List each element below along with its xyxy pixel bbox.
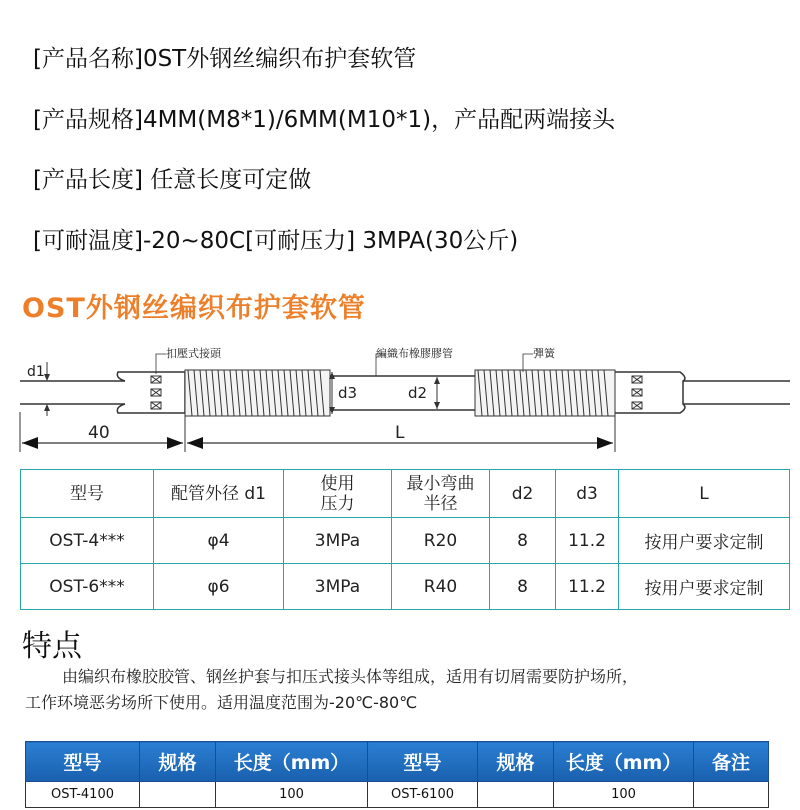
model-table [25,741,769,808]
spec-name: [产品名称]0ST外钢丝编织布护套软管 [33,46,417,72]
header-cell: 规格 [140,742,216,782]
cell-radius: R40 [392,564,490,610]
label-fitting: 扣壓式接頭 [166,347,221,360]
right-spring [475,370,615,416]
features-line-1: 由编织布橡胶胶管、钢丝护套与扣压式接头体等组成，适用有切屑需要防护场所， [62,667,639,686]
header-cell: 规格 [478,742,554,782]
cell-pressure: 3MPa [284,518,392,564]
cell-d2: 8 [490,564,556,610]
hose-diagram [0,330,800,470]
left-fitting [117,372,185,413]
features-heading: 特点 [22,629,82,664]
dim-d2: d2 [408,384,428,402]
table-row [21,518,790,564]
dim-L: L [395,423,405,443]
cell-diameter: φ4 [154,518,284,564]
dim-d3: d3 [338,384,358,402]
cell-d2: 8 [490,518,556,564]
header-cell: 型号 [368,742,478,782]
spec-temp-pressure: [可耐温度]-20~80C[可耐压力] 3MPA(30公斤) [33,228,519,254]
left-spring [185,370,330,416]
table-row [26,782,769,808]
cell-model: OST-4100 [26,782,140,808]
header-cell: 备注 [694,742,769,782]
features-line-2: 工作环境恶劣场所下使用。适用温度范围为-20℃-80℃ [25,693,418,712]
model-table-header [26,742,769,782]
label-rubber-hose: 編織布橡膠膠管 [376,347,453,360]
spec-size: [产品规格]4MM(M8*1)/6MM(M10*1)，产品配两端接头 [33,107,616,133]
cell-model: OST-6*** [21,564,154,610]
cell-note [694,782,769,808]
cell-length: 按用户要求定制 [619,518,790,564]
hose-right-pipe [683,381,790,404]
table-row [21,564,790,610]
label-spring: 彈簧 [533,347,555,360]
spec-table-header [21,470,790,518]
cell-length: 100 [554,782,694,808]
hose-left-pipe [20,381,125,404]
cell-length: 100 [216,782,368,808]
right-fitting [615,372,685,413]
dim-d1: d1 [27,364,45,380]
product-title: OST外钢丝编织布护套软管 [22,293,366,324]
cell-d3: 11.2 [556,564,619,610]
header-cell: 型号 [21,470,154,518]
header-cell: 配管外径 d1 [154,470,284,518]
cell-length: 按用户要求定制 [619,564,790,610]
header-cell: 长度（mm） [216,742,368,782]
header-cell: 型号 [26,742,140,782]
cell-model: OST-6100 [368,782,478,808]
header-cell: 长度（mm） [554,742,694,782]
spec-length: [产品长度] 任意长度可定做 [33,167,312,193]
cell-radius: R20 [392,518,490,564]
cell-model: OST-4*** [21,518,154,564]
header-cell: d3 [556,470,619,518]
cell-d3: 11.2 [556,518,619,564]
header-cell: d2 [490,470,556,518]
header-cell: 使用 压力 [284,470,392,518]
cell-spec [478,782,554,808]
dim-40: 40 [88,423,110,443]
cell-diameter: φ6 [154,564,284,610]
header-cell: L [619,470,790,518]
header-cell: 最小弯曲 半径 [392,470,490,518]
spec-table [20,469,790,610]
cell-pressure: 3MPa [284,564,392,610]
cell-spec [140,782,216,808]
